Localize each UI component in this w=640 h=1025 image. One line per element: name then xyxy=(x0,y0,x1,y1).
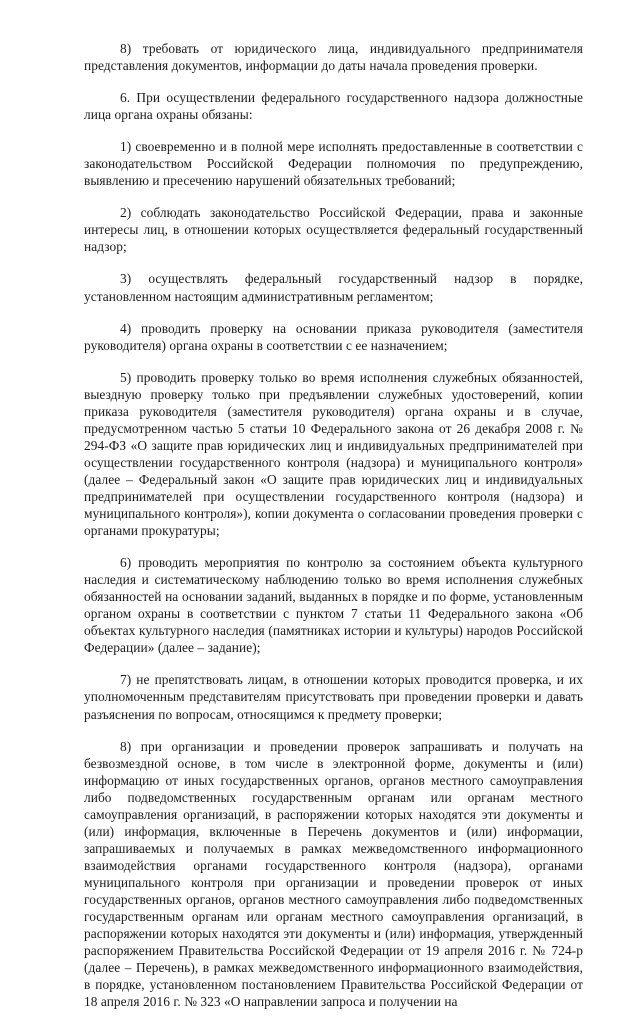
paragraph-item-8-requirement: 8) требовать от юридического лица, индивидуального предпринимателя представления документов, информации до даты начала проведения проверки. xyxy=(84,41,583,74)
paragraph-duty-8: 8) при организации и проведении проверок запрашивать и получать на безвозмездной основе, в том числе в электронной форме, документы и (или) информацию от иных государственных органов, органов местного самоуправления либо подведомственных государственным органам или органам местного самоуправления организаций, в распоряжении которых находятся эти документы и (или) информация, включенные в Перечень документов и (или) информации, запрашиваемых и получаемых в рамках межведомственного информационного взаимодействия органами государственного контроля (надзора), органами муниципального контроля при организации и проведении проверок от иных государственных органов, органов местного самоуправления либо подведомственных государственным органам или органам местного самоуправления организаций, в распоряжении которых находятся эти документы и (или) информация, утвержденный распоряжением Правительства Российской Федерации от 19 апреля 2016 г. № 724-р (далее – Перечень), в рамках межведомственного информационного взаимодействия, в порядке, установленном постановлением Правительства Российской Федерации от 18 апреля 2016 г. № 323 «О направлении запроса и получении на xyxy=(84,738,583,1010)
paragraph-duty-3: 3) осуществлять федеральный государственный надзор в порядке, установленном настоящим административным регламентом; xyxy=(84,271,583,304)
paragraph-duty-4: 4) проводить проверку на основании приказа руководителя (заместителя руководителя) органа охраны в соответствии с ее назначением; xyxy=(84,320,583,353)
paragraph-duty-5: 5) проводить проверку только во время исполнения служебных обязанностей, выездную проверку только при предъявлении служебных удостоверений, копии приказа руководителя (заместителя руководителя) органа охраны и в случае, предусмотренном частью 5 статьи 10 Федерального закона от 26 декабря 2008 г. № 294-ФЗ «О защите прав юридических лиц и индивидуальных предпринимателей при осуществлении государственного контроля (надзора) и муниципального контроля» (далее – Федеральный закон «О защите прав юридических лиц и индивидуальных предпринимателей при осуществлении государственного контроля (надзора) и муниципального контроля»), копии документа о согласовании проведения проверки с органами прокуратуры; xyxy=(84,369,583,539)
paragraph-duty-1: 1) своевременно и в полной мере исполнять предоставленные в соответствии с законодательством Российской Федерации полномочия по предупреждению, выявлению и пресечению нарушений обязательных требований; xyxy=(84,139,583,189)
paragraph-duty-7: 7) не препятствовать лицам, в отношении которых проводится проверка, и их уполномоченным представителям присутствовать при проведении проверки и давать разъяснения по вопросам, относящимся к предмету проверки; xyxy=(84,672,583,722)
paragraph-duty-2: 2) соблюдать законодательство Российской Федерации, права и законные интересы лиц, в отношении которых осуществляется федеральный государственный надзор; xyxy=(84,205,583,255)
paragraph-section-6-heading: 6. При осуществлении федерального государственного надзора должностные лица органа охраны обязаны: xyxy=(84,90,583,123)
document-body xyxy=(84,40,583,1025)
paragraph-duty-6: 6) проводить мероприятия по контролю за состоянием объекта культурного наследия и систематическому наблюдению только во время исполнения служебных обязанностей на основании заданий, выданных в порядке и по форме, установленным органом охраны в соответствии с пунктом 7 статьи 11 Федерального закона «Об объектах культурного наследия (памятниках истории и культуры) народов Российской Федерации» (далее – задание); xyxy=(84,555,583,656)
